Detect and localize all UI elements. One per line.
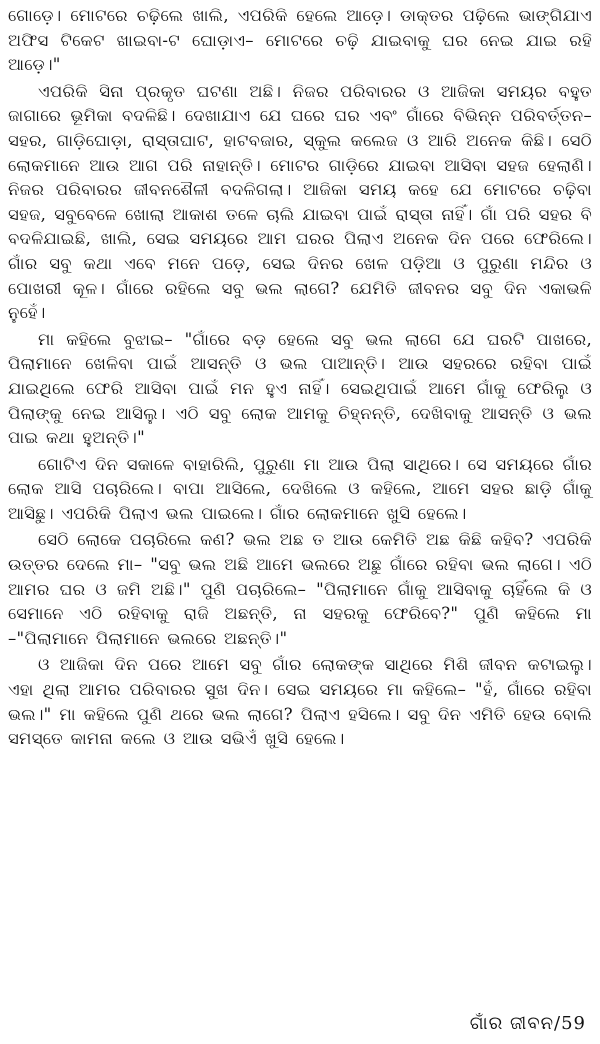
paragraph-2: ଏପରିକି ସିନା ପ୍ରକୃତ ଘଟଣା ଅଛି। ନିଜର ପରିବାରର ଓ ଆଜିକା ସମୟର ବହୁତ ଜାଗାରେ ଭୂମିକା ବଦଳିଛି। ଦେଖାଯାଏ ଯେ ଘରେ ଘର ଏବଂ ଗାଁରେ ବିଭିନ୍ନ ପରିବର୍ତ୍ତନ– ସହର, ଗାଡ଼ିଘୋଡ଼ା, ରାସ୍ତାଘାଟ, ହାଟବଜାର, ସ୍କୁଲ କଲେଜ ଓ ଆରି ଅନେକ କିଛି। ସେଠି ଲୋକମାନେ ଆଉ ଆଗ ପରି ନାହାନ୍ତି। ମୋଟର ଗାଡ଼ିରେ ଯାଇବା ଆସିବା ସହଜ ହେଲାଣି। ନିଜର ପରିବାରର ଜୀବନଶୈଳୀ ବଦଳିଗଲା। ଆଜିକା ସମୟ କହେ ଯେ ମୋଟରେ ଚଢ଼ିବା ସହଜ, ସବୁବେଳେ ଖୋଲା ଆକାଶ ତଳେ ଚାଲି ଯାଇବା ପାଇଁ ରାସ୍ତା ନାହିଁ। ଗାଁ ପରି ସହର ବି ବଦଳିଯାଇଛି, ଖାଲି, ସେଇ ସମୟରେ ଆମ ଘରର ପିଲାଏ ଅନେକ ଦିନ ପରେ ଫେରିଲେ। ଗାଁର ସବୁ କଥା ଏବେ ମନେ ପଡ଼େ, ସେଇ ଦିନର ଖେଳ ପଡ଼ିଆ ଓ ପୁରୁଣା ମନ୍ଦିର ଓ ପୋଖରୀ କୂଳ। ଗାଁରେ ରହିଲେ ସବୁ ଭଲ ଲାଗେ? ଯେମିତି ଜୀବନର ସବୁ ଦିନ ଏକାଭଳି ନୁହେଁ। xyxy=(8,81,592,323)
paragraph-6: ଓ ଆଜିକା ଦିନ ପରେ ଆମେ ସବୁ ଗାଁର ଲୋକଙ୍କ ସାଥିରେ ମିଶି ଜୀବନ କଟାଇଲୁ। ଏହା ଥିଲା ଆମର ପରିବାରର ସୁଖ ଦିନ। ସେଇ ସମୟରେ ମା କହିଲେ– "ହଁ, ଗାଁରେ ରହିବା ଭଲ।" ମା କହିଲେ ପୁଣି ଥରେ ଭଲ ଲାଗେ? ପିଲାଏ ହସିଲେ। ସବୁ ଦିନ ଏମିତି ହେଉ ବୋଲି ସମସ୍ତେ କାମନା କଲେ ଓ ଆଉ ସଭିଏଁ ଖୁସି ହେଲେ। xyxy=(8,655,592,749)
paragraph-5: ସେଠି ଲୋକେ ପଚାରିଲେ କଣ? ଭଲ ଅଛ ତ ଆଉ କେମିତି ଅଛ କିଛି କହିବ? ଏପରିକି ଉତ୍ତର ଦେଲେ ମା– "ସବୁ ଭଲ ଅଛି ଆମେ ଭଲରେ ଅଛୁ ଗାଁରେ ରହିବା ଭଲ ଲାଗେ। ଏଠି ଆମର ଘର ଓ ଜମି ଅଛି।" ପୁଣି ପଚାରିଲେ– "ପିଲାମାନେ ଗାଁକୁ ଆସିବାକୁ ଚାହିଁଲେ କି ଓ ସେମାନେ ଏଠି ରହିବାକୁ ରାଜି ଅଛନ୍ତି, ନା ସହରକୁ ଫେରିବେ?" ପୁଣି କହିଲେ ମା –"ପିଲାମାନେ ପିଲାମାନେ ଭଲରେ ଅଛନ୍ତି।" xyxy=(8,530,592,648)
paragraph-3: ମା କହିଲେ ବୁଝାଇ– "ଗାଁରେ ବଡ଼ ହେଲେ ସବୁ ଭଲ ଲାଗେ ଯେ ଘରଟି ପାଖରେ, ପିଲାମାନେ ଖେଳିବା ପାଇଁ ଆସନ୍ତି ଓ ଭଲ ପାଆନ୍ତି। ଆଉ ସହରରେ ରହିବା ପାଇଁ ଯାଇଥିଲେ ଫେରି ଆସିବା ପାଇଁ ମନ ହୁଏ ନାହିଁ। ସେଇଥିପାଇଁ ଆମେ ଗାଁକୁ ଫେରିଲୁ ଓ ପିଲାଙ୍କୁ ନେଇ ଆସିଲୁ। ଏଠି ସବୁ ଲୋକ ଆମକୁ ଚିହ୍ନନ୍ତି, ଦେଖିବାକୁ ଆସନ୍ତି ଓ ଭଲ ପାଇ କଥା ହୁଅନ୍ତି।" xyxy=(8,329,592,448)
page-body-text xyxy=(8,4,592,752)
paragraph-1: ଗୋଡ଼େ। ମୋଟରେ ଚଢ଼ିଲେ ଖାଲି, ଏପରିକି ହେଲେ ଆଡ଼େ। ଡାକ୍ତର ପଢ଼ିଲେ ଭାଙ୍ଗିଯାଏ ଅଫିସ ଟିକେଟ ଖାଇବା-ଟ ଘୋଡ଼ାଏ– ମୋଟରେ ଚଢ଼ି ଯାଇବାକୁ ଘର ନେଇ ଯାଇ ରହି ଆଡ଼େ।" xyxy=(8,6,592,75)
paragraph-4: ଗୋଟିଏ ଦିନ ସକାଳେ ବାହାରିଲି, ପୁରୁଣା ମା ଆଉ ପିଲା ସାଥିରେ। ସେ ସମୟରେ ଗାଁର ଲୋକ ଆସି ପଚାରିଲେ। ବାପା ଆସିଲେ, ଦେଖିଲେ ଓ କହିଲେ, ଆମେ ସହର ଛାଡ଼ି ଗାଁକୁ ଆସିଛୁ। ଏପରିକି ପିଲାଏ ଭଲ ପାଇଲେ। ଗାଁର ଲୋକମାନେ ଖୁସି ହେଲେ। xyxy=(8,454,592,523)
page-footer-label: ଗାଁର ଜୀବନ/59 xyxy=(469,1013,586,1034)
